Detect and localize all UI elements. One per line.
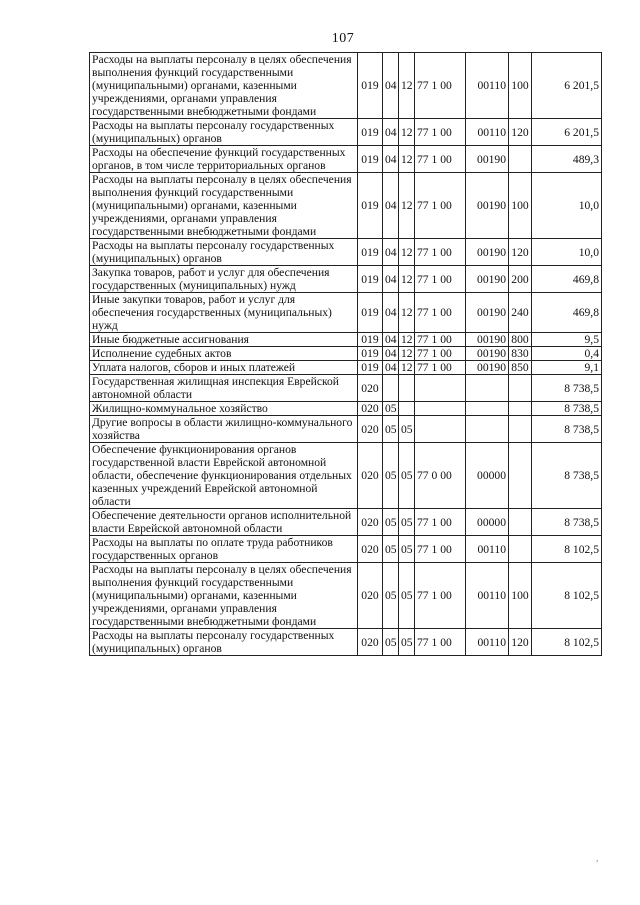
row-expense-type-code (509, 146, 532, 173)
row-target-direction-code: 00190 (466, 239, 509, 266)
row-grbs-code: 019 (358, 361, 383, 375)
row-name: Расходы на выплаты персоналу в целях обеспечения выполнения функций государственными (муниципальными) органами, казенными учреждениями, органами управления государственными внебюджетными фондами (90, 53, 358, 119)
row-expense-type-code: 100 (509, 53, 532, 119)
row-section-code: 04 (383, 293, 399, 333)
row-name: Обеспечение функционирования органов государственной власти Еврейской автономной области, обеспечение функционирования отдельных казенных учреждений Еврейской автономной области (90, 443, 358, 509)
row-target-direction-code: 00190 (466, 173, 509, 239)
row-expense-type-code (509, 375, 532, 402)
row-target-direction-code: 00190 (466, 347, 509, 361)
row-target-program-code: 77 1 00 (415, 53, 466, 119)
row-grbs-code: 019 (358, 146, 383, 173)
row-section-code: 04 (383, 119, 399, 146)
row-target-program-code: 77 0 00 (415, 443, 466, 509)
table-row (90, 629, 602, 656)
row-subsection-code (399, 402, 415, 416)
row-amount: 6 201,5 (532, 53, 602, 119)
row-expense-type-code: 830 (509, 347, 532, 361)
row-section-code: 05 (383, 416, 399, 443)
row-name: Расходы на выплаты персоналу в целях обеспечения выполнения функций государственными (муниципальными) органами, казенными учреждениями, органами управления государственными внебюджетными фондами (90, 173, 358, 239)
row-grbs-code: 020 (358, 563, 383, 629)
table-row (90, 239, 602, 266)
row-target-program-code: 77 1 00 (415, 347, 466, 361)
row-subsection-code: 12 (399, 239, 415, 266)
row-expense-type-code: 120 (509, 119, 532, 146)
row-amount: 8 738,5 (532, 402, 602, 416)
row-target-direction-code: 00190 (466, 266, 509, 293)
row-target-program-code: 77 1 00 (415, 293, 466, 333)
row-target-direction-code: 00190 (466, 146, 509, 173)
row-target-direction-code: 00110 (466, 536, 509, 563)
budget-table (89, 52, 602, 656)
row-target-program-code (415, 402, 466, 416)
row-target-direction-code: 00110 (466, 563, 509, 629)
row-grbs-code: 020 (358, 443, 383, 509)
row-target-direction-code (466, 416, 509, 443)
row-name: Расходы на выплаты по оплате труда работников государственных органов (90, 536, 358, 563)
row-target-direction-code: 00000 (466, 509, 509, 536)
row-amount: 0,4 (532, 347, 602, 361)
row-section-code: 05 (383, 402, 399, 416)
row-expense-type-code: 850 (509, 361, 532, 375)
row-grbs-code: 019 (358, 119, 383, 146)
row-section-code: 05 (383, 629, 399, 656)
row-name: Государственная жилищная инспекция Еврейской автономной области (90, 375, 358, 402)
row-target-direction-code: 00190 (466, 361, 509, 375)
row-name: Иные закупки товаров, работ и услуг для обеспечения государственных (муниципальных) нужд (90, 293, 358, 333)
table-row (90, 347, 602, 361)
row-amount: 9,5 (532, 333, 602, 347)
row-subsection-code: 05 (399, 536, 415, 563)
row-expense-type-code: 800 (509, 333, 532, 347)
row-grbs-code: 019 (358, 266, 383, 293)
row-amount: 8 102,5 (532, 563, 602, 629)
row-section-code: 05 (383, 443, 399, 509)
row-target-program-code: 77 1 00 (415, 119, 466, 146)
row-target-program-code: 77 1 00 (415, 536, 466, 563)
table-row (90, 536, 602, 563)
row-target-program-code: 77 1 00 (415, 239, 466, 266)
row-section-code: 04 (383, 266, 399, 293)
row-target-program-code (415, 416, 466, 443)
row-section-code: 04 (383, 361, 399, 375)
row-expense-type-code (509, 416, 532, 443)
row-subsection-code: 12 (399, 266, 415, 293)
page-number: 107 (331, 31, 355, 46)
table-row (90, 173, 602, 239)
row-name: Расходы на обеспечение функций государственных органов, в том числе территориальных органов (90, 146, 358, 173)
row-target-direction-code: 00110 (466, 629, 509, 656)
row-amount: 10,0 (532, 173, 602, 239)
row-target-program-code: 77 1 00 (415, 629, 466, 656)
row-amount: 469,8 (532, 293, 602, 333)
row-section-code: 04 (383, 333, 399, 347)
row-target-direction-code: 00110 (466, 53, 509, 119)
row-name: Исполнение судебных актов (90, 347, 358, 361)
row-grbs-code: 019 (358, 333, 383, 347)
row-subsection-code: 12 (399, 347, 415, 361)
row-target-program-code: 77 1 00 (415, 333, 466, 347)
row-grbs-code: 020 (358, 416, 383, 443)
row-expense-type-code (509, 509, 532, 536)
row-grbs-code: 019 (358, 173, 383, 239)
row-expense-type-code: 200 (509, 266, 532, 293)
row-amount: 8 738,5 (532, 509, 602, 536)
row-amount: 9,1 (532, 361, 602, 375)
row-subsection-code: 05 (399, 629, 415, 656)
row-grbs-code: 019 (358, 53, 383, 119)
row-target-program-code: 77 1 00 (415, 361, 466, 375)
table-row (90, 266, 602, 293)
row-expense-type-code: 100 (509, 563, 532, 629)
table-row (90, 416, 602, 443)
row-subsection-code: 12 (399, 119, 415, 146)
row-name: Расходы на выплаты персоналу в целях обеспечения выполнения функций государственными (муниципальными) органами, казенными учреждениями, органами управления государственными внебюджетными фондами (90, 563, 358, 629)
row-amount: 469,8 (532, 266, 602, 293)
row-subsection-code (399, 375, 415, 402)
row-name: Обеспечение деятельности органов исполнительной власти Еврейской автономной области (90, 509, 358, 536)
row-section-code: 04 (383, 173, 399, 239)
row-name: Закупка товаров, работ и услуг для обеспечения государственных (муниципальных) нужд (90, 266, 358, 293)
row-name: Расходы на выплаты персоналу государственных (муниципальных) органов (90, 119, 358, 146)
row-grbs-code: 020 (358, 375, 383, 402)
row-target-program-code: 77 1 00 (415, 173, 466, 239)
table-row (90, 563, 602, 629)
row-expense-type-code: 120 (509, 629, 532, 656)
table-row (90, 443, 602, 509)
row-amount: 489,3 (532, 146, 602, 173)
row-expense-type-code: 100 (509, 173, 532, 239)
row-amount: 6 201,5 (532, 119, 602, 146)
row-amount: 8 738,5 (532, 443, 602, 509)
row-target-program-code (415, 375, 466, 402)
table-row (90, 53, 602, 119)
row-expense-type-code: 120 (509, 239, 532, 266)
row-target-program-code: 77 1 00 (415, 146, 466, 173)
row-section-code: 04 (383, 146, 399, 173)
table-row (90, 119, 602, 146)
row-subsection-code: 12 (399, 173, 415, 239)
row-expense-type-code: 240 (509, 293, 532, 333)
row-grbs-code: 020 (358, 536, 383, 563)
row-amount: 8 102,5 (532, 629, 602, 656)
row-target-direction-code: 00110 (466, 119, 509, 146)
row-target-direction-code: 00190 (466, 293, 509, 333)
row-section-code: 05 (383, 509, 399, 536)
row-name: Расходы на выплаты персоналу государственных (муниципальных) органов (90, 629, 358, 656)
row-target-program-code: 77 1 00 (415, 266, 466, 293)
row-subsection-code: 12 (399, 333, 415, 347)
row-section-code (383, 375, 399, 402)
row-subsection-code: 05 (399, 416, 415, 443)
table-row (90, 402, 602, 416)
row-expense-type-code (509, 402, 532, 416)
row-target-direction-code: 00190 (466, 333, 509, 347)
row-section-code: 04 (383, 239, 399, 266)
row-subsection-code: 12 (399, 361, 415, 375)
row-subsection-code: 12 (399, 293, 415, 333)
row-section-code: 04 (383, 347, 399, 361)
scan-mark: , (596, 853, 599, 863)
row-name: Уплата налогов, сборов и иных платежей (90, 361, 358, 375)
row-grbs-code: 020 (358, 509, 383, 536)
row-subsection-code: 05 (399, 563, 415, 629)
row-grbs-code: 019 (358, 293, 383, 333)
table-row (90, 333, 602, 347)
row-name: Жилищно-коммунальное хозяйство (90, 402, 358, 416)
row-target-direction-code (466, 375, 509, 402)
row-subsection-code: 12 (399, 53, 415, 119)
row-amount: 8 738,5 (532, 375, 602, 402)
row-grbs-code: 020 (358, 629, 383, 656)
row-name: Другие вопросы в области жилищно-коммунального хозяйства (90, 416, 358, 443)
table-row (90, 146, 602, 173)
row-subsection-code: 05 (399, 443, 415, 509)
row-name: Расходы на выплаты персоналу государственных (муниципальных) органов (90, 239, 358, 266)
row-expense-type-code (509, 536, 532, 563)
table-row (90, 509, 602, 536)
row-target-direction-code (466, 402, 509, 416)
row-grbs-code: 019 (358, 347, 383, 361)
row-section-code: 05 (383, 563, 399, 629)
row-section-code: 04 (383, 53, 399, 119)
budget-table-body (90, 53, 602, 656)
row-grbs-code: 020 (358, 402, 383, 416)
row-amount: 10,0 (532, 239, 602, 266)
row-amount: 8 738,5 (532, 416, 602, 443)
row-subsection-code: 12 (399, 146, 415, 173)
row-subsection-code: 05 (399, 509, 415, 536)
row-amount: 8 102,5 (532, 536, 602, 563)
row-target-program-code: 77 1 00 (415, 563, 466, 629)
row-expense-type-code (509, 443, 532, 509)
table-row (90, 293, 602, 333)
row-target-direction-code: 00000 (466, 443, 509, 509)
table-row (90, 361, 602, 375)
row-section-code: 05 (383, 536, 399, 563)
row-grbs-code: 019 (358, 239, 383, 266)
table-row (90, 375, 602, 402)
row-name: Иные бюджетные ассигнования (90, 333, 358, 347)
row-target-program-code: 77 1 00 (415, 509, 466, 536)
